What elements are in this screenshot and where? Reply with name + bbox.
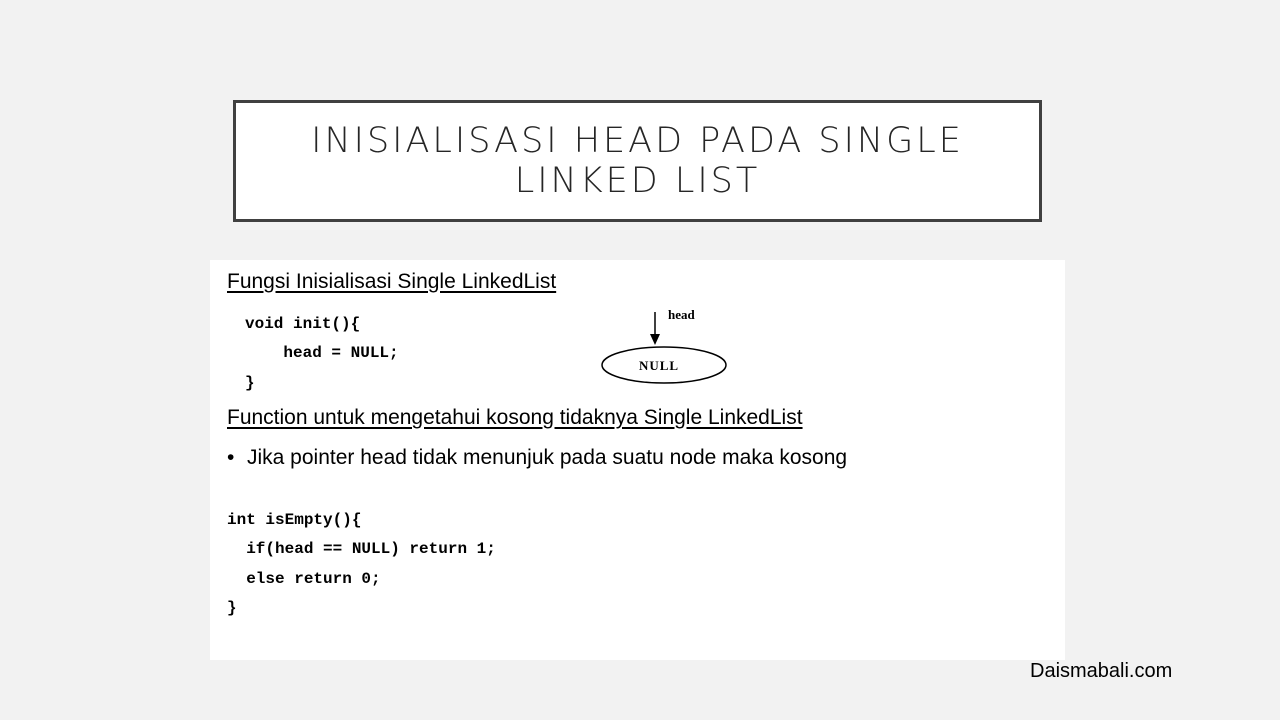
isempty-code-line-4: } [227,599,237,617]
init-code-line-2: head = NULL; [245,344,399,362]
null-node-label: NULL [638,358,680,373]
isempty-code-line-1: int isEmpty(){ [227,511,362,529]
head-pointer-label: head [668,307,695,322]
bullet-dot-icon: • [227,446,235,469]
init-code-line-1: void init(){ [245,315,361,333]
isempty-code-line-3: else return 0; [227,570,381,588]
bullet-text: Jika pointer head tidak menunjuk pada suatu node maka kosong [247,446,848,469]
isempty-function-heading: Function untuk mengetahui kosong tidaknya Single LinkedList [227,406,803,429]
slide-title: INISIALISASI HEAD PADA SINGLE LINKED LIST [311,121,964,201]
init-function-heading: Fungsi Inisialisasi Single LinkedList [227,270,557,293]
isempty-code-line-2: if(head == NULL) return 1; [227,540,496,558]
bullet-item [227,446,847,470]
content-panel [210,260,1065,660]
head-null-diagram [595,300,745,390]
arrow-head-icon [650,334,660,345]
slide-title-box [233,100,1042,222]
init-code-line-3: } [245,374,255,392]
footer-watermark: Daismabali.com [1030,660,1173,682]
